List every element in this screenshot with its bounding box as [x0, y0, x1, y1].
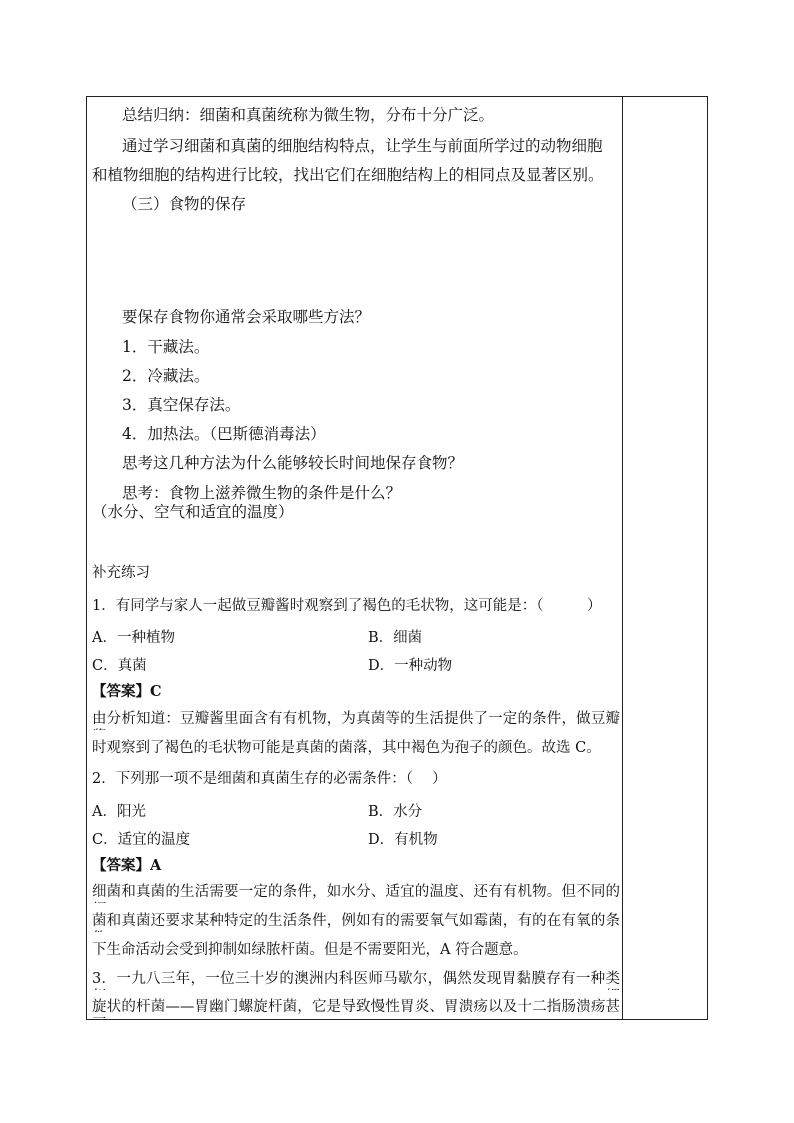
- q2-explanation-line-2: 菌和真菌还要求某种特定的生活条件，例如有的需要氧气如霉菌，有的在有氧的条: [92, 913, 620, 929]
- method-item-4: 4．加热法。（巴斯德消毒法）: [122, 425, 326, 443]
- section-heading-food-preservation: （三）食物的保存: [122, 195, 247, 213]
- q2-option-b: B．水分: [368, 804, 423, 820]
- q2-option-d: D．有机物: [368, 832, 438, 848]
- q1-option-b: B．细菌: [368, 630, 423, 646]
- think-question-2: 思考：食物上滋养微生物的条件是什么？: [122, 484, 402, 502]
- paragraph-line-2: 和植物细胞的结构进行比较，找出它们在细胞结构上的相同点及显著区别。: [92, 166, 604, 184]
- q1-option-a: A．一种植物: [92, 630, 175, 646]
- q1-option-d: D．一种动物: [368, 658, 453, 674]
- q2-option-a: A．阳光: [92, 804, 146, 820]
- q3-stem-line-2: 旋状的杆菌——胃幽门螺旋杆菌，它是导致慢性胃炎、胃溃疡以及十二指肠溃疡甚: [92, 999, 620, 1015]
- table-column-divider: [622, 96, 623, 1020]
- q1-stem: 1．有同学与家人一起做豆瓣酱时观察到了褐色的毛状物，这可能是：（ ）: [92, 598, 602, 614]
- q2-stem: 2．下列那一项不是细菌和真菌生存的必需条件：（ ）: [92, 771, 447, 787]
- method-item-1: 1．干藏法。: [122, 338, 210, 356]
- q2-option-c: C．适宜的温度: [92, 832, 191, 848]
- summary-text: 总结归纳：细菌和真菌统称为微生物，分布十分广泛。: [122, 106, 495, 124]
- method-item-2: 2．冷藏法。: [122, 367, 210, 385]
- q1-option-c: C．真菌: [92, 658, 147, 674]
- lesson-table: [86, 96, 708, 1020]
- think-question-1: 思考这几种方法为什么能够较长时间地保存食物？: [122, 454, 464, 472]
- q1-explanation-line-1: 由分析知道：豆瓣酱里面含有有机物，为真菌等的生活提供了一定的条件，做豆瓣: [92, 711, 620, 727]
- q2-answer: 【答案】A: [92, 857, 162, 874]
- q2-explanation-line-3: 下生命活动会受到抑制如绿脓杆菌。但是不需要阳光，A 符合题意。: [92, 942, 528, 958]
- q1-answer: 【答案】C: [92, 683, 162, 700]
- preservation-question: 要保存食物你通常会采取哪些方法？: [122, 308, 371, 326]
- paragraph-line-1: 通过学习细菌和真菌的细胞结构特点，让学生与前面所学过的动物细胞: [122, 137, 603, 155]
- q2-explanation-line-1: 细菌和真菌的生活需要一定的条件，如水分、适宜的温度、还有有机物。但不同的: [92, 884, 620, 900]
- q1-explanation-line-2: 时观察到了褐色的毛状物可能是真菌的菌落，其中褐色为孢子的颜色。故选 C。: [92, 740, 601, 756]
- method-item-3: 3．真空保存法。: [122, 396, 241, 414]
- exercises-title: 补充练习: [92, 565, 150, 581]
- q3-stem-line-1: 3．一九八三年，一位三十岁的澳洲内科医师马歇尔，偶然发现胃黏膜存有一种类: [92, 971, 620, 987]
- think-question-2-answer: （水分、空气和适宜的温度）: [92, 503, 294, 521]
